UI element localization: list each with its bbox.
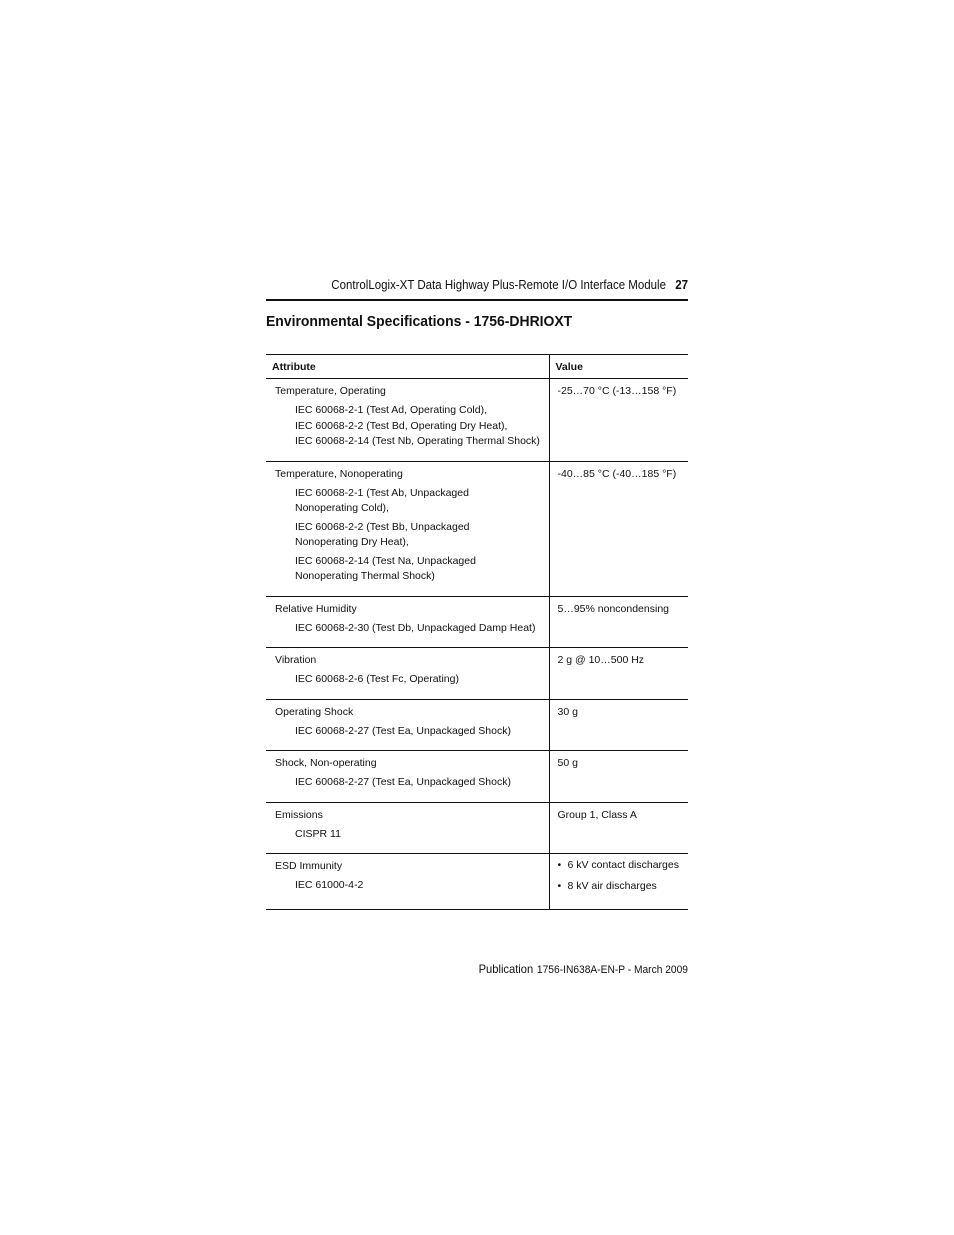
column-header-value: Value [549, 355, 688, 379]
test-standard [275, 827, 545, 843]
test-standard [275, 403, 545, 450]
value-text: -40…85 °C (-40…185 °F) [557, 467, 677, 480]
value-cell [549, 596, 688, 648]
test-standard-line: IEC 60068-2-6 (Test Fc, Operating) [295, 673, 459, 685]
test-standard-line: IEC 60068-2-14 (Test Nb, Operating Thermal Shock) [295, 435, 540, 447]
value-cell [549, 751, 688, 803]
table-body [266, 379, 688, 910]
value-text: -25…70 °C (-13…158 °F) [557, 385, 677, 397]
attribute-name: ESD Immunity [275, 860, 343, 872]
attribute-name: Vibration [275, 654, 317, 666]
attribute-name: Operating Shock [275, 705, 354, 718]
attribute-cell [266, 699, 549, 751]
test-standard-line: IEC 60068-2-2 (Test Bb, Unpackaged [295, 520, 470, 533]
test-standard-line: IEC 60068-2-14 (Test Na, Unpackaged [295, 554, 476, 567]
value-cell [549, 699, 688, 751]
table-row [266, 854, 688, 910]
attribute-name: Shock, Non-operating [275, 757, 377, 769]
table-row [266, 802, 688, 854]
value-text: 50 g [557, 757, 578, 769]
test-standard [275, 724, 545, 740]
value-cell [549, 854, 688, 910]
test-standard-line: IEC 60068-2-1 (Test Ad, Operating Cold), [295, 404, 488, 416]
table-row [266, 596, 688, 648]
attribute-cell [266, 751, 549, 803]
table-header-row [266, 355, 688, 379]
table-row [266, 699, 688, 751]
table-row [266, 648, 688, 700]
table-row [266, 461, 688, 596]
publication-id: 1756-IN638A-EN-P - March 2009 [536, 964, 688, 976]
test-standard-line: Nonoperating Thermal Shock) [295, 570, 435, 582]
attribute-cell [266, 648, 549, 700]
value-text: 5…95% noncondensing [557, 602, 670, 615]
value-cell [549, 461, 688, 596]
page-header [300, 276, 688, 294]
attribute-name: Emissions [275, 808, 323, 821]
value-text: 2 g @ 10…500 Hz [557, 654, 645, 666]
attribute-cell [266, 596, 549, 648]
test-standard [275, 775, 545, 791]
section-title: Environmental Specifications - 1756-DHRIOXT [266, 313, 573, 330]
value-cell [549, 379, 688, 462]
value-text: 30 g [557, 705, 578, 718]
test-standard-line: IEC 61000-4-2 [295, 879, 364, 891]
value-text: Group 1, Class A [557, 808, 637, 821]
page-number: 27 [675, 278, 688, 292]
test-standard-line: CISPR 11 [295, 827, 341, 840]
attribute-name: Temperature, Operating [275, 385, 386, 397]
test-standard-line: Nonoperating Dry Heat), [295, 536, 409, 548]
column-header-attribute: Attribute [266, 355, 549, 379]
test-standard [275, 621, 545, 637]
specifications-table [266, 354, 688, 910]
test-standard-line: IEC 60068-2-2 (Test Bd, Operating Dry Heat), [295, 419, 508, 432]
test-standard-line: IEC 60068-2-27 (Test Ea, Unpackaged Shock) [295, 776, 511, 788]
header-rule [266, 299, 688, 301]
bullet-icon: • [557, 880, 562, 892]
test-standard [275, 672, 545, 688]
attribute-cell [266, 854, 549, 910]
attribute-name: Relative Humidity [275, 602, 357, 615]
attribute-cell [266, 379, 549, 462]
attribute-cell [266, 461, 549, 596]
value-cell [549, 802, 688, 854]
test-standard-line: Nonoperating Cold), [295, 502, 389, 514]
table-row [266, 379, 688, 462]
value-cell [549, 648, 688, 700]
value-list-text: 6 kV contact discharges [567, 859, 679, 871]
header-title: ControlLogix-XT Data Highway Plus-Remote I/O Interface Module [331, 278, 667, 292]
footer-label: Publication [478, 962, 534, 976]
bullet-icon: • [557, 859, 562, 871]
test-standard-line: IEC 60068-2-27 (Test Ea, Unpackaged Shock) [295, 724, 511, 737]
attribute-cell [266, 802, 549, 854]
test-standard [275, 554, 545, 585]
value-list-text: 8 kV air discharges [567, 880, 657, 892]
attribute-name: Temperature, Nonoperating [275, 467, 403, 480]
value-list-item [558, 880, 685, 893]
page-footer [296, 961, 688, 978]
test-standard-line: IEC 60068-2-30 (Test Db, Unpackaged Damp Heat) [295, 621, 536, 634]
value-list-item [558, 859, 685, 872]
test-standard-line: IEC 60068-2-1 (Test Ab, Unpackaged [295, 486, 469, 499]
test-standard [275, 486, 545, 517]
test-standard [275, 878, 545, 894]
table-row [266, 751, 688, 803]
test-standard [275, 520, 545, 551]
